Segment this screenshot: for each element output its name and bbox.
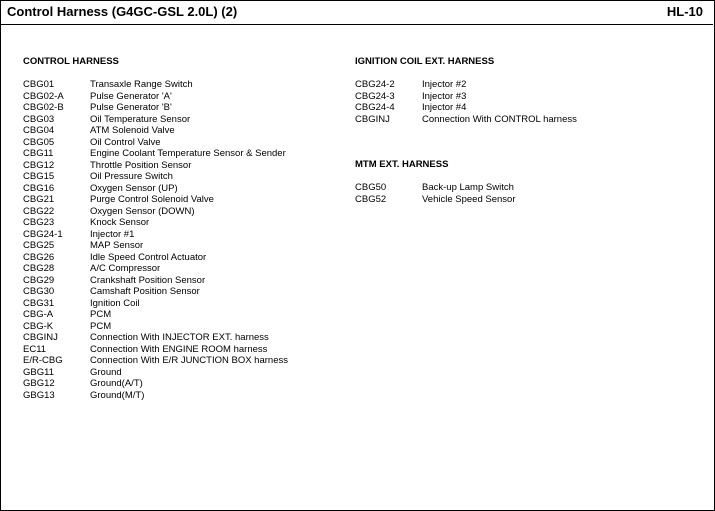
connector-description: MAP Sensor [90,240,144,252]
connector-code: CBG03 [23,113,55,125]
connector-row [23,125,343,137]
connector-code: CBG26 [23,251,55,263]
connector-row [23,183,343,195]
connector-description: Connection With INJECTOR EXT. harness [90,332,269,344]
connector-code: CBG28 [23,263,55,275]
connector-description: ATM Solenoid Valve [90,125,175,137]
connector-description: A/C Compressor [90,263,161,275]
connector-code: CBG01 [23,79,55,90]
connector-description: Camshaft Position Sensor [90,286,200,298]
page-header [0,0,713,25]
connector-row [23,367,343,379]
connector-description: Oxygen Sensor (DOWN) [90,205,195,217]
ignition-coil-ext-harness-section [355,56,685,125]
connector-code: CBG-K [23,320,54,332]
connector-description: Pulse Generator 'B' [90,102,172,114]
section-title: CONTROL HARNESS [23,56,119,67]
section-title: IGNITION COIL EXT. HARNESS [355,56,495,67]
connector-row [23,217,343,229]
connector-code: CBG24-1 [23,228,63,240]
connector-description: Oil Temperature Sensor [90,113,191,125]
connector-code: GBG12 [23,378,55,390]
connector-description: Injector #1 [90,228,135,240]
connector-description: Ground(M/T) [90,389,145,401]
connector-description: Connection With CONTROL harness [422,113,577,125]
connector-code: CBG52 [355,193,387,205]
connector-description: Engine Coolant Temperature Sensor & Sender [90,148,286,160]
connector-code: CBGINJ [355,113,390,125]
connector-description: Crankshaft Position Sensor [90,274,206,286]
connector-row [23,298,343,310]
connector-code: EC11 [23,343,47,355]
connector-code: CBG16 [23,182,55,194]
connector-row [23,91,343,103]
connector-description: PCM [90,320,112,332]
connector-list [23,79,343,401]
connector-code: CBG23 [23,217,55,229]
connector-code: CBG30 [23,286,55,298]
connector-row [23,240,343,252]
connector-code: GBG11 [23,366,54,378]
connector-code: CBG02-B [23,102,64,114]
connector-row [23,390,343,402]
connector-code: CBG24-2 [355,79,395,90]
connector-code: CBG24-3 [355,90,395,102]
connector-row [23,275,343,287]
connector-description: Knock Sensor [90,217,150,229]
mtm-ext-harness-section [355,159,685,205]
connector-description: Purge Control Solenoid Valve [90,194,214,206]
page-code: HL-10 [666,4,703,19]
connector-code: CBGINJ [23,332,58,344]
connector-code: CBG21 [23,194,55,206]
connector-row [23,79,343,91]
connector-code: CBG50 [355,182,387,193]
connector-row [355,79,685,91]
connector-description: Vehicle Speed Sensor [422,193,516,205]
connector-code: CBG11 [23,148,54,160]
connector-row [23,137,343,149]
connector-code: CBG04 [23,125,55,137]
connector-description: Connection With E/R JUNCTION BOX harness [90,355,288,367]
connector-row [23,160,343,172]
connector-code: CBG24-4 [355,102,395,114]
connector-description: Injector #2 [422,79,467,90]
connector-row [355,114,685,126]
connector-row [23,252,343,264]
connector-description: Pulse Generator 'A' [90,90,172,102]
connector-code: CBG29 [23,274,55,286]
connector-row [23,263,343,275]
connector-row [23,378,343,390]
connector-code: CBG22 [23,205,55,217]
connector-row [23,229,343,241]
connector-description: Ground(A/T) [90,378,143,390]
connector-row [23,344,343,356]
connector-row [23,309,343,321]
connector-code: CBG12 [23,159,55,171]
connector-list [355,182,685,205]
connector-description: Oil Pressure Switch [90,171,173,183]
connector-code: E/R-CBG [23,355,63,367]
control-harness-section [23,56,343,401]
connector-row [23,171,343,183]
connector-code: CBG31 [23,297,55,309]
connector-description: Idle Speed Control Actuator [90,251,207,263]
connector-description: Ignition Coil [90,297,140,309]
connector-row [23,355,343,367]
connector-code: CBG25 [23,240,55,252]
connector-description: Throttle Position Sensor [90,159,192,171]
connector-description: Back-up Lamp Switch [422,182,514,193]
connector-row [23,102,343,114]
connector-row [355,194,685,206]
connector-code: CBG02-A [23,90,64,102]
connector-description: Oxygen Sensor (UP) [90,182,178,194]
connector-row [23,114,343,126]
connector-description: Oil Control Valve [90,136,161,148]
section-title: MTM EXT. HARNESS [355,159,449,170]
connector-description: Transaxle Range Switch [90,79,193,90]
connector-code: CBG-A [23,309,54,321]
connector-row [23,286,343,298]
connector-description: Ground [90,366,122,378]
connector-row [355,91,685,103]
connector-code: GBG13 [23,389,55,401]
connector-row [355,102,685,114]
connector-row [355,182,685,194]
page-title: Control Harness (G4GC-GSL 2.0L) (2) [7,4,238,19]
connector-row [23,321,343,333]
connector-list [355,79,685,125]
connector-code: CBG15 [23,171,55,183]
connector-code: CBG05 [23,136,55,148]
connector-row [23,206,343,218]
connector-row [23,194,343,206]
connector-row [23,148,343,160]
connector-description: PCM [90,309,112,321]
connector-description: Injector #3 [422,90,467,102]
connector-row [23,332,343,344]
connector-description: Connection With ENGINE ROOM harness [90,343,268,355]
connector-description: Injector #4 [422,102,467,114]
